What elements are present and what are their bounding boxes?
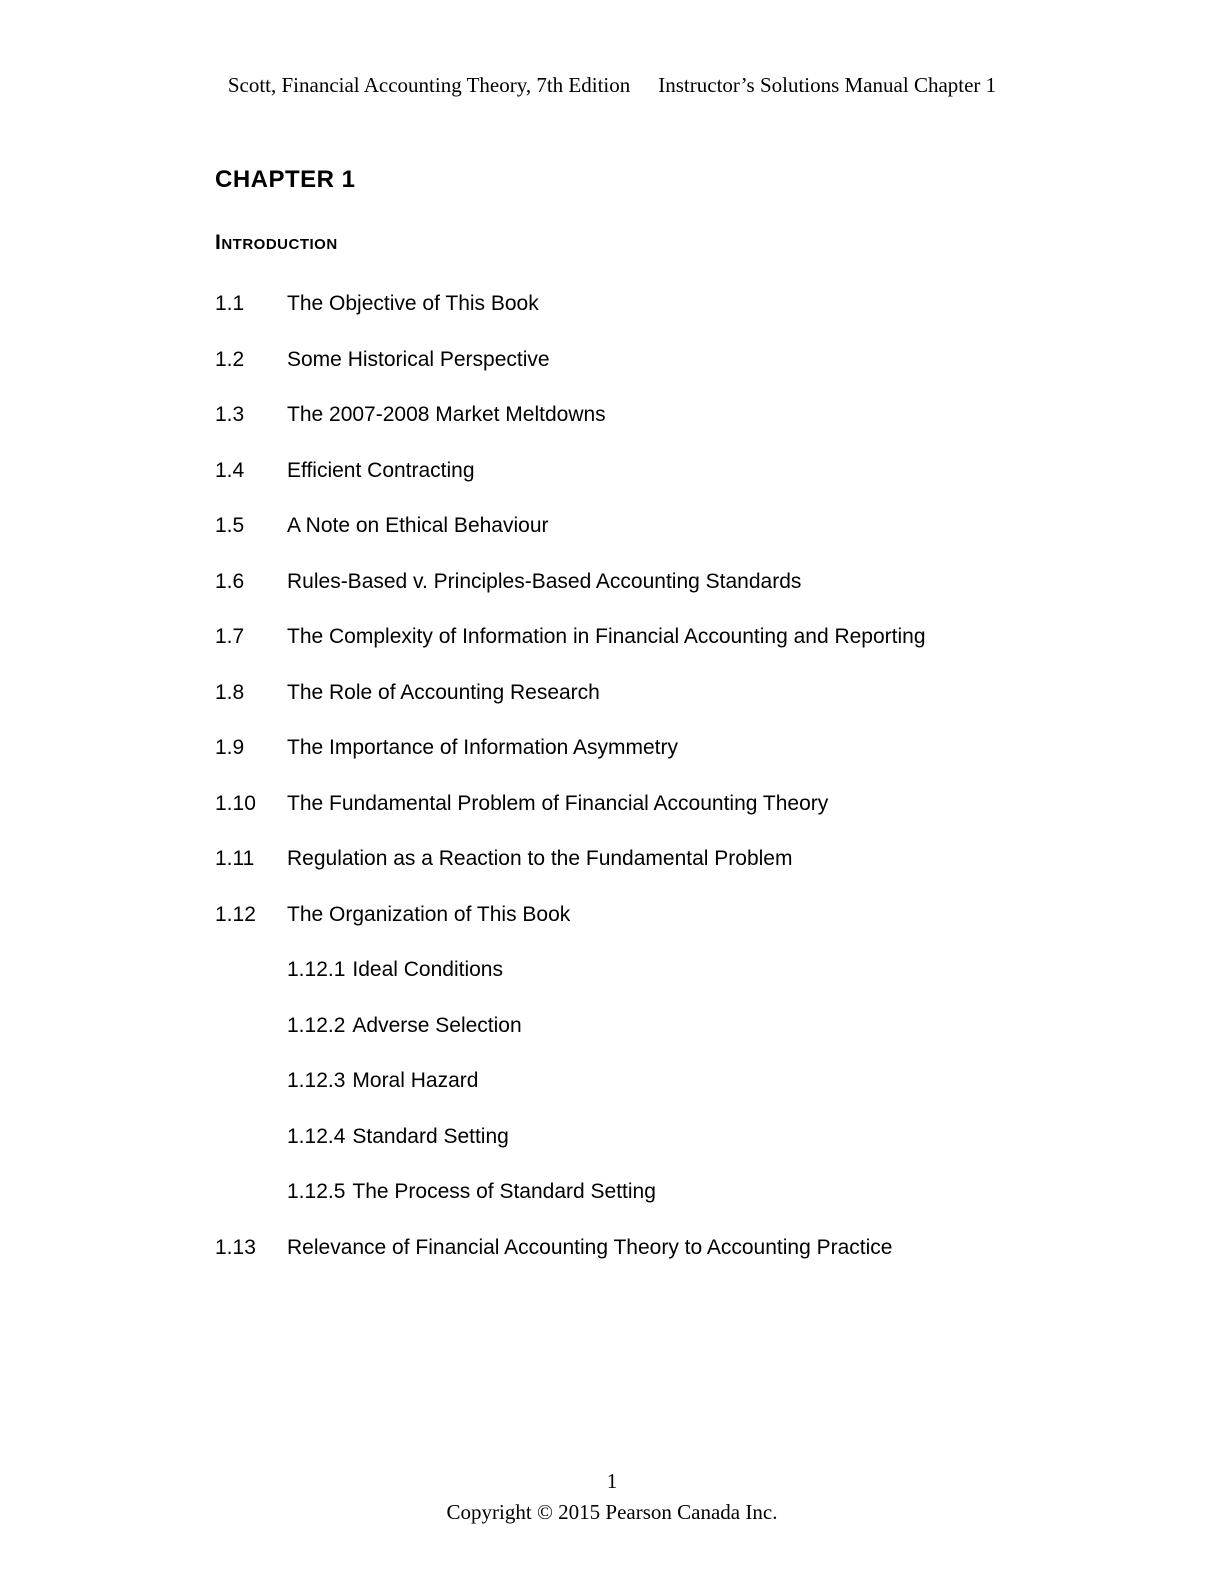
toc-item-number: 1.1	[215, 292, 245, 315]
copyright-line: Copyright © 2015 Pearson Canada Inc.	[446, 1500, 778, 1524]
toc-item-number: 1.11	[215, 847, 255, 870]
toc-item-title: The Complexity of Information in Financial Accounting and Reporting	[287, 625, 926, 648]
toc-item	[215, 571, 1144, 592]
toc-item-title: The Process of Standard Setting	[352, 1180, 656, 1203]
toc-item-title: Moral Hazard	[352, 1069, 479, 1092]
toc-item-number: 1.6	[215, 569, 245, 593]
toc-item	[215, 460, 1144, 481]
toc-item	[215, 515, 1144, 536]
toc-item	[215, 682, 1144, 703]
toc-item-number: 1.12.3	[287, 1069, 346, 1092]
toc-item-title: The Fundamental Problem of Financial Accounting Theory	[287, 791, 829, 815]
toc-item-number: 1.8	[215, 680, 245, 704]
toc-item-title: The Objective of This Book	[287, 292, 539, 315]
toc-item-number: 1.10	[215, 791, 256, 815]
toc-item-number: 1.5	[215, 514, 245, 537]
toc-subitem	[287, 1070, 1144, 1091]
toc-item-number: 1.12.5	[287, 1180, 346, 1203]
page-footer	[0, 1466, 1224, 1528]
toc-item	[215, 404, 1144, 425]
toc-item-title: A Note on Ethical Behaviour	[287, 514, 549, 537]
running-head-right: Instructor’s Solutions Manual Chapter 1	[658, 73, 997, 97]
toc-item-title: Standard Setting	[352, 1124, 509, 1148]
toc-item-title: Some Historical Perspective	[287, 347, 550, 371]
toc-item	[215, 848, 1144, 869]
toc-item-title: Rules-Based v. Principles-Based Accounting Standards	[287, 569, 802, 593]
toc-subitem	[287, 959, 1144, 980]
toc-item	[215, 793, 1144, 814]
toc-item	[215, 626, 1144, 647]
toc-item-title: The Organization of This Book	[287, 902, 571, 926]
toc-item	[215, 349, 1144, 370]
toc-item-title: Efficient Contracting	[287, 458, 475, 482]
toc-item-title: Regulation as a Reaction to the Fundamental Problem	[287, 847, 793, 870]
toc-item-number: 1.12.1	[287, 958, 346, 981]
page-number: 1	[606, 1469, 618, 1493]
toc-subitem	[287, 1181, 1144, 1202]
toc-item	[215, 1237, 1144, 1258]
toc-item-title: The Role of Accounting Research	[287, 680, 600, 704]
toc-item-title: Relevance of Financial Accounting Theory to Accounting Practice	[287, 1235, 893, 1259]
toc-item-number: 1.2	[215, 347, 245, 371]
toc-subitem	[287, 1015, 1144, 1036]
toc-item-number: 1.7	[215, 625, 245, 648]
toc-item-title: The 2007-2008 Market Meltdowns	[287, 403, 606, 426]
toc-item	[215, 293, 1144, 314]
table-of-contents	[215, 293, 1144, 1292]
toc-item	[215, 904, 1144, 925]
toc-item-number: 1.13	[215, 1235, 256, 1259]
toc-item-number: 1.12	[215, 902, 256, 926]
toc-item-title: Ideal Conditions	[352, 958, 503, 981]
toc-item-title: Adverse Selection	[352, 1013, 522, 1037]
toc-item-number: 1.4	[215, 458, 245, 482]
toc-item-number: 1.9	[215, 736, 245, 759]
toc-subitem	[287, 1126, 1144, 1147]
toc-item-number: 1.3	[215, 403, 245, 426]
toc-item-number: 1.12.2	[287, 1013, 346, 1037]
chapter-title: CHAPTER 1	[215, 166, 356, 193]
section-heading: Introduction	[215, 231, 338, 254]
toc-item-title: The Importance of Information Asymmetry	[287, 736, 678, 759]
toc-item-number: 1.12.4	[287, 1124, 346, 1148]
running-head-left: Scott, Financial Accounting Theory, 7th Edition	[227, 73, 631, 97]
toc-item	[215, 737, 1144, 758]
running-head	[0, 72, 1224, 98]
